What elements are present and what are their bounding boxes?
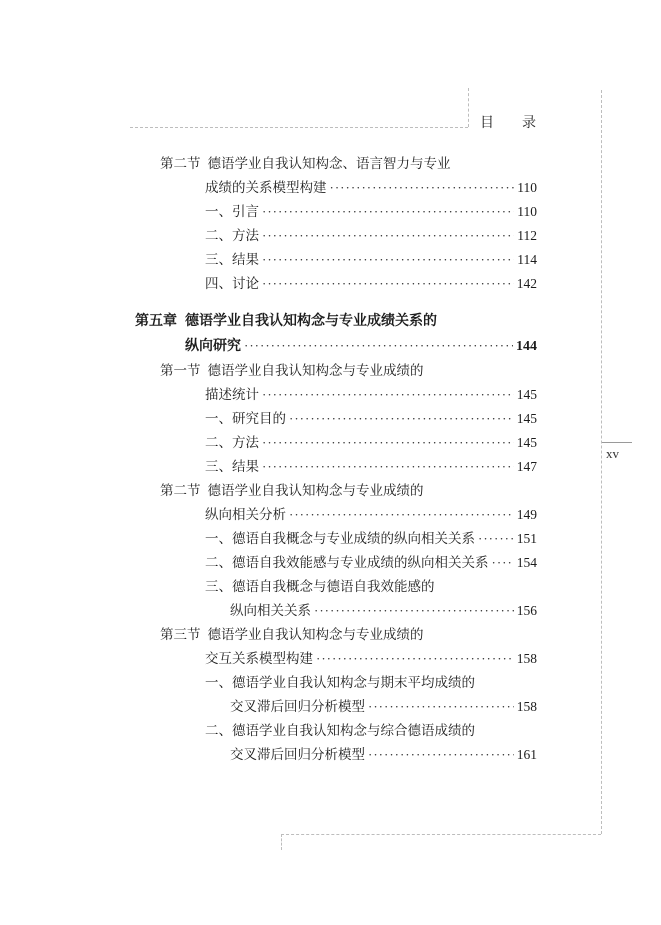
toc-entry-text: 一、引言 [205,204,259,219]
dot-leader [262,248,514,272]
toc-page-number: 142 [516,276,537,291]
page-header-title: 目录 [480,116,564,131]
toc-entry-text: 德语学业自我认知构念与专业成绩的 [207,363,424,378]
toc-entry-text: 三、德语自我概念与德语自我效能感的 [205,579,435,594]
toc-entry-text: 二、方法 [205,435,259,450]
dot-leader [330,176,515,200]
toc-entry-text: 纵向相关关系 [230,603,311,618]
toc-entry-text: 纵向研究 [185,339,241,354]
toc-page-number: 145 [516,411,537,426]
dot-leader [289,503,514,527]
toc-entry-text: 成绩的关系模型构建 [205,180,327,195]
toc-entry-text: 二、德语学业自我认知构念与综合德语成绩的 [205,723,475,738]
toc-line [135,503,537,527]
toc-line [135,647,537,671]
toc-line [135,310,537,334]
dot-leader [262,272,514,296]
toc-page-number: 161 [516,747,537,762]
top-dashed-line [130,127,468,128]
right-dashed-line [601,90,602,834]
toc-line [135,431,537,455]
toc-entry-text: 交互关系模型构建 [205,651,313,666]
toc-line [135,527,537,551]
toc-line [135,359,537,383]
bottom-tick-line [281,834,282,850]
toc-line [135,599,537,623]
toc-entry-text: 三、结果 [205,459,259,474]
toc-entry-text: 德语学业自我认知构念与专业成绩的 [207,627,424,642]
toc-page-number: 144 [516,339,537,354]
toc-line [135,455,537,479]
toc-line [135,152,537,176]
dot-leader [262,200,514,224]
dot-leader [316,647,514,671]
toc-page-number: 112 [517,228,537,243]
dot-leader [244,334,513,358]
toc-page-number: 147 [516,459,537,474]
toc-line [135,407,537,431]
dot-leader [262,383,514,407]
toc-line [135,479,537,503]
toc-page-number: 110 [517,180,537,195]
toc-page-number: 145 [516,387,537,402]
toc-entry-label: 第二节 [160,483,201,498]
toc-line [135,551,537,575]
toc-entry-text: 德语学业自我认知构念与专业成绩的 [207,483,424,498]
toc-entry-text: 二、方法 [205,228,259,243]
toc-line [135,200,537,224]
toc-entry-label: 第五章 [135,314,177,329]
toc-line [135,224,537,248]
toc-page-number: 110 [517,204,537,219]
toc-line [135,719,537,743]
toc-list [135,152,537,767]
toc-line [135,671,537,695]
toc-line [135,334,537,359]
toc-entry-text: 描述统计 [205,387,259,402]
toc-entry-text: 四、讨论 [205,276,259,291]
toc-entry-text: 交叉滞后回归分析模型 [230,747,365,762]
toc-entry-text: 一、研究目的 [205,411,286,426]
toc-line [135,383,537,407]
dot-leader [262,224,514,248]
dot-leader [314,599,514,623]
toc-line [135,575,537,599]
page-number-marker: xv [606,446,619,461]
toc-page-number: 151 [516,531,537,546]
toc-entry-label: 第三节 [160,627,201,642]
dot-leader [262,455,514,479]
toc-entry-label: 第二节 [160,156,201,171]
toc-entry-text: 德语学业自我认知构念与专业成绩关系的 [185,314,437,329]
toc-page-number: 158 [516,699,537,714]
dot-leader [478,527,514,551]
toc-line [135,623,537,647]
toc-line [135,743,537,767]
toc-page-number: 114 [517,252,537,267]
toc-entry-text: 三、结果 [205,252,259,267]
toc-entry-text: 二、德语自我效能感与专业成绩的纵向相关关系 [205,555,489,570]
toc-entry-label: 第一节 [160,363,201,378]
toc-page-number: 158 [516,651,537,666]
dot-leader [368,695,514,719]
toc-page-number: 149 [516,507,537,522]
bottom-dashed-line [281,834,601,835]
toc-entry-text: 德语学业自我认知构念、语言智力与专业 [207,156,451,171]
toc-entry-text: 纵向相关分析 [205,507,286,522]
page-marker-line [602,442,632,443]
toc-line [135,272,537,296]
header-tick-line [468,88,469,127]
toc-entry-text: 一、德语学业自我认知构念与期末平均成绩的 [205,675,475,690]
toc-line [135,176,537,200]
toc-entry-text: 一、德语自我概念与专业成绩的纵向相关关系 [205,531,475,546]
toc-entry-text: 交叉滞后回归分析模型 [230,699,365,714]
toc-line [135,695,537,719]
toc-page-number: 145 [516,435,537,450]
dot-leader [492,551,514,575]
toc-line [135,248,537,272]
dot-leader [368,743,514,767]
toc-page-number: 154 [516,555,537,570]
toc-page-number: 156 [516,603,537,618]
dot-leader [289,407,514,431]
dot-leader [262,431,514,455]
